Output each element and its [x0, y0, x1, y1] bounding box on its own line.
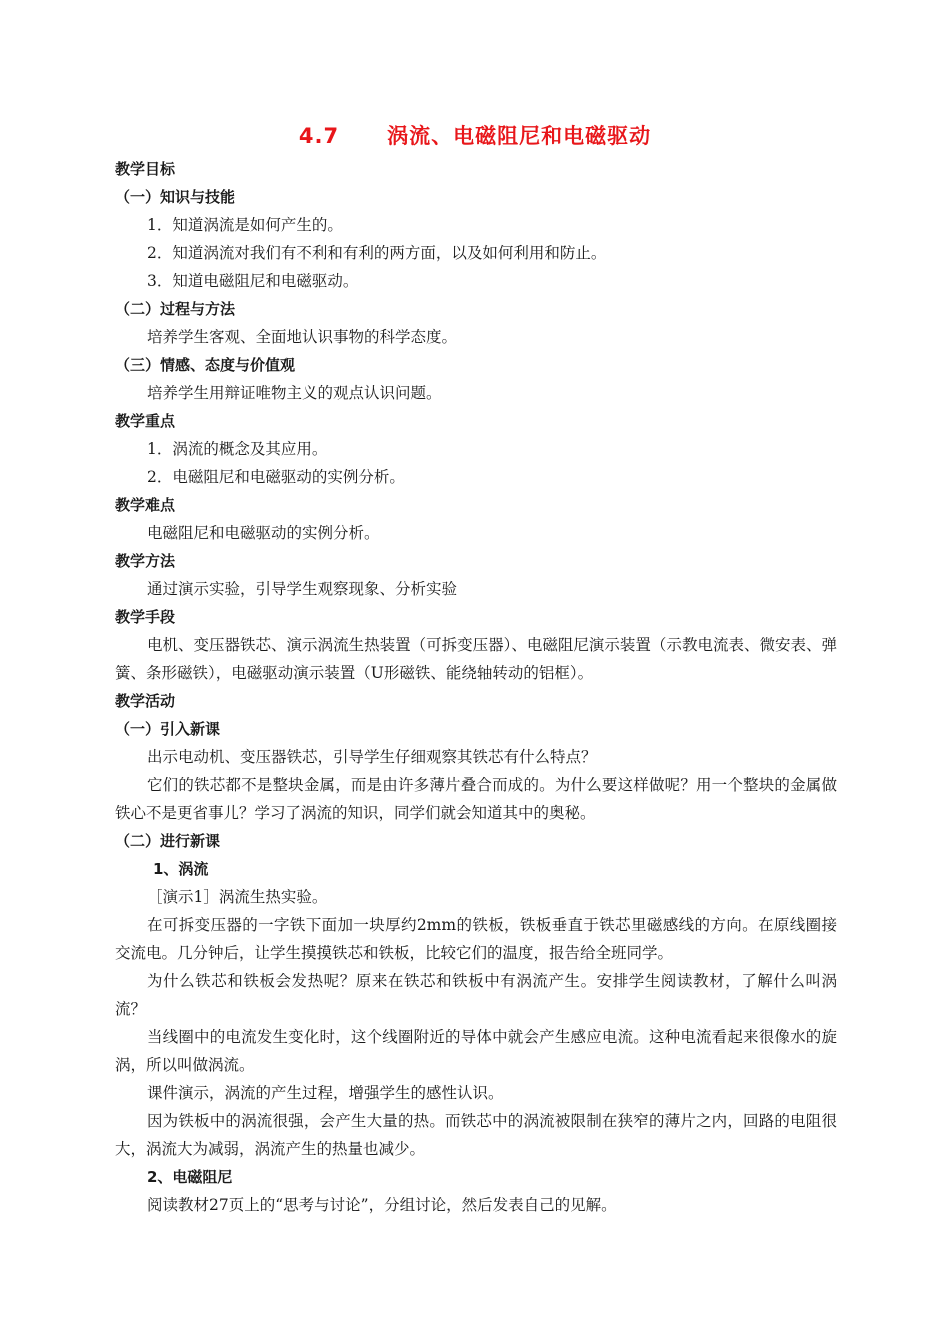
document-body: [115, 155, 837, 1219]
title-number: 4.7: [298, 124, 340, 148]
activity-heading: 教学活动: [115, 692, 176, 710]
sec1-heading: 1、涡流: [153, 860, 209, 878]
paragraph: 当线圈中的电流发生变化时，这个线圈附近的导体中就会产生感应电流。这种电流看起来很像水的旋涡，所以叫做涡流。: [115, 1028, 837, 1074]
goal1-heading: （一）知识与技能: [115, 188, 236, 206]
sec2-heading: 2、电磁阻尼: [147, 1168, 233, 1186]
document-title: [0, 120, 950, 150]
paragraph: 它们的铁芯都不是整块金属，而是由许多薄片叠合而成的。为什么要这样做呢？用一个整块的金属做铁心不是更省事儿？学习了涡流的知识，同学们就会知道其中的奥秘。: [115, 776, 837, 822]
method-heading: 教学方法: [115, 552, 176, 570]
key-item: 1．涡流的概念及其应用。: [147, 440, 328, 458]
goal1-item: 1．知道涡流是如何产生的。: [147, 216, 343, 234]
paragraph: 在可拆变压器的一字铁下面加一块厚约2mm的铁板，铁板垂直于铁芯里磁感线的方向。在原线圈接交流电。几分钟后，让学生摸摸铁芯和铁板，比较它们的温度，报告给全班同学。: [115, 916, 837, 962]
act1-heading: （一）引入新课: [115, 720, 221, 738]
difficult-heading: 教学难点: [115, 496, 176, 514]
goal3-text: 培养学生用辩证唯物主义的观点认识问题。: [147, 384, 442, 402]
goal2-text: 培养学生客观、全面地认识事物的科学态度。: [147, 328, 458, 346]
paragraph: 为什么铁芯和铁板会发热呢？原来在铁芯和铁板中有涡流产生。安排学生阅读教材，了解什么叫涡流？: [115, 972, 837, 1018]
title-text: 涡流、电磁阻尼和电磁驱动: [387, 124, 652, 148]
means-text: 电机、变压器铁芯、演示涡流生热装置（可拆变压器）、电磁阻尼演示装置（示教电流表、微安表、弹簧、条形磁铁），电磁驱动演示装置（U形磁铁、能绕轴转动的铝框）。: [115, 636, 837, 682]
paragraph: 课件演示，涡流的产生过程，增强学生的感性认识。: [147, 1084, 504, 1102]
method-text: 通过演示实验，引导学生观察现象、分析实验: [147, 580, 458, 598]
goal1-item: 2．知道涡流对我们有不利和有利的两方面，以及如何利用和防止。: [147, 244, 607, 262]
demo1-label: ［演示1］涡流生热实验。: [147, 888, 328, 906]
goal1-item: 3．知道电磁阻尼和电磁驱动。: [147, 272, 359, 290]
difficult-text: 电磁阻尼和电磁驱动的实例分析。: [147, 524, 380, 542]
paragraph: 出示电动机、变压器铁芯，引导学生仔细观察其铁芯有什么特点？: [147, 748, 597, 766]
goal2-heading: （二）过程与方法: [115, 300, 236, 318]
paragraph: 阅读教材27页上的“思考与讨论”，分组讨论，然后发表自己的见解。: [147, 1196, 617, 1214]
goals-heading: 教学目标: [115, 160, 176, 178]
key-heading: 教学重点: [115, 412, 176, 430]
paragraph: 因为铁板中的涡流很强，会产生大量的热。而铁芯中的涡流被限制在狭窄的薄片之内，回路的电阻很大，涡流大为减弱，涡流产生的热量也减少。: [115, 1112, 837, 1158]
goal3-heading: （三）情感、态度与价值观: [115, 356, 296, 374]
means-heading: 教学手段: [115, 608, 176, 626]
key-item: 2．电磁阻尼和电磁驱动的实例分析。: [147, 468, 405, 486]
act2-heading: （二）进行新课: [115, 832, 221, 850]
